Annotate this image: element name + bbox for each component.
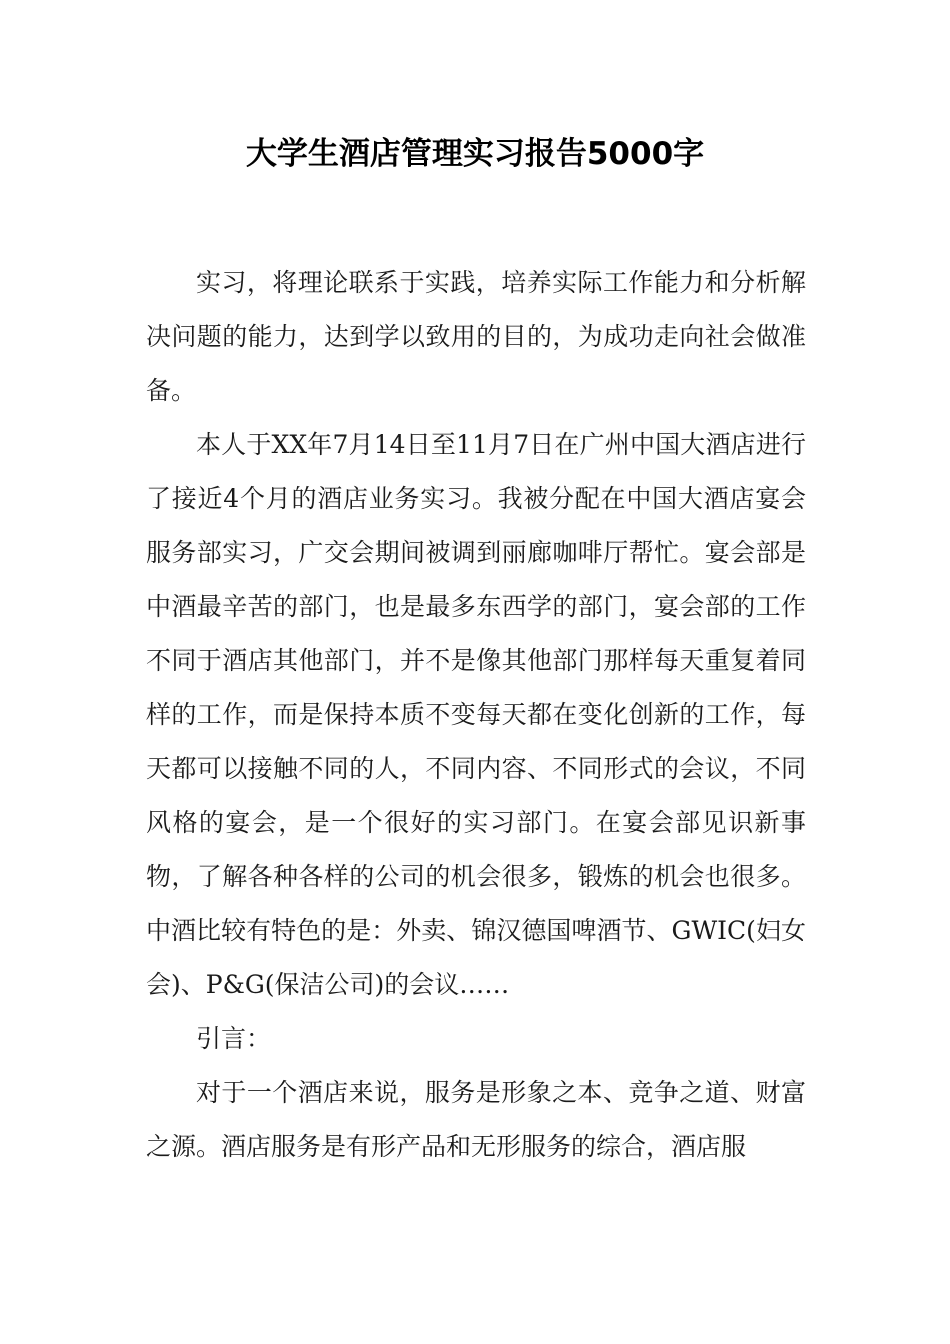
paragraph-intro: 实习，将理论联系于实践，培养实际工作能力和分析解决问题的能力，达到学以致用的目的，为成功走向社会做准备。 <box>146 268 806 405</box>
paragraph-preface-heading: 引言： <box>196 1024 272 1053</box>
document-body <box>146 256 806 1174</box>
document-title: 大学生酒店管理实习报告5000字 <box>245 136 705 172</box>
paragraph-service: 对于一个酒店来说，服务是形象之本、竞争之道、财富之源。酒店服务是有形产品和无形服务的综合，酒店服 <box>146 1078 806 1161</box>
paragraph-internship: 本人于XX年7月14日至11月7日在广州中国大酒店进行了接近4个月的酒店业务实习。我被分配在中国大酒店宴会服务部实习，广交会期间被调到丽廊咖啡厅帮忙。宴会部是中酒最辛苦的部门，也是最多东西学的部门，宴会部的工作不同于酒店其他部门，并不是像其他部门那样每天重复着同样的工作，而是保持本质不变每天都在变化创新的工作，每天都可以接触不同的人，不同内容、不同形式的会议，不同风格的宴会，是一个很好的实习部门。在宴会部见识新事物，了解各种各样的公司的机会很多，锻炼的机会也很多。中酒比较有特色的是：外卖、锦汉德国啤酒节、GWIC(妇女会)、P&G(保洁公司)的会议…… <box>146 430 806 999</box>
